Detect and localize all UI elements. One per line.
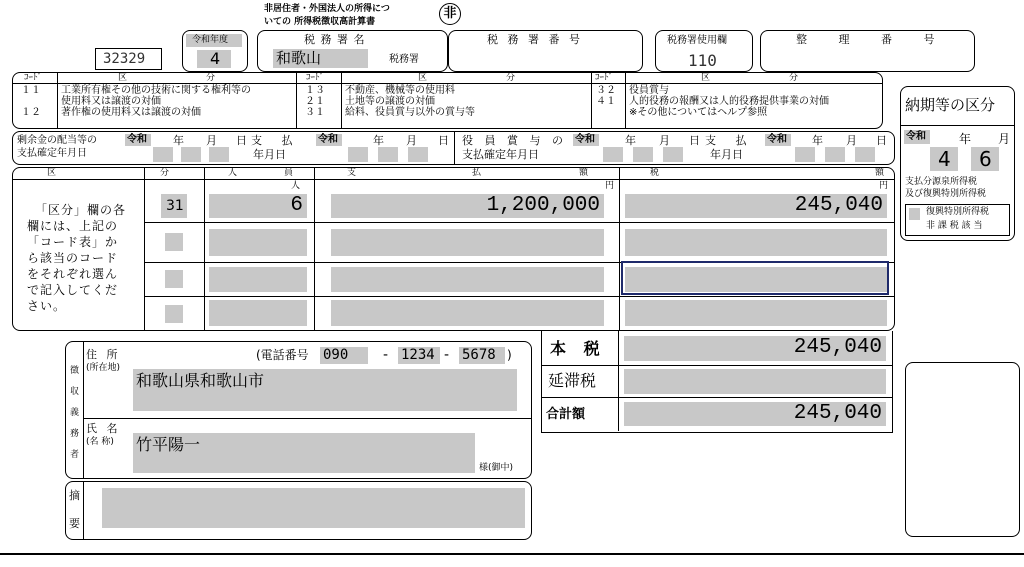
tax-office-label: 税 務 署 名	[304, 33, 366, 46]
code-head-2: ｺｰﾄﾞ	[306, 73, 325, 83]
phone-label: (電話番号	[256, 348, 309, 362]
address-value: 和歌山県和歌山市	[136, 371, 265, 390]
code-row: ４１	[596, 96, 616, 107]
row2-people-field[interactable]	[209, 229, 307, 256]
name-sub-label: (名 称)	[86, 437, 114, 447]
totals-box	[541, 331, 893, 433]
bun-head-3: 分	[789, 73, 799, 83]
kubun-note: さい。	[27, 299, 67, 313]
kubun-note: 「コード表」か	[27, 235, 119, 249]
deadline-note1: 支払分源泉所得税	[905, 177, 978, 187]
code-row: ２１	[305, 96, 325, 107]
row1-code: 31	[166, 198, 184, 214]
total-value: 245,040	[793, 402, 882, 425]
bonus-date-label1: 役 員 賞 与 の	[462, 134, 567, 147]
row2-code-field[interactable]	[165, 233, 183, 251]
surplus-month-unit: 月	[206, 134, 217, 147]
code-head-1: ｺｰﾄﾞ	[24, 73, 43, 83]
code-row-text: 著作権の使用料又は譲渡の対価	[61, 107, 201, 118]
exempt-label2: 非 課 税 該 当	[926, 221, 983, 231]
payer-side-label: 務	[70, 429, 80, 439]
deadline-note2: 及び復興特別所得税	[905, 189, 987, 199]
tekiyo-field[interactable]	[102, 488, 525, 528]
surplus-year-field[interactable]	[153, 147, 173, 162]
honzei-label: 本 税	[550, 339, 606, 358]
bonus-pay-year-field[interactable]	[795, 147, 815, 162]
kubun-note: ら該当のコード	[27, 251, 119, 265]
deadline-month: 6	[979, 147, 992, 171]
col-kubun: 区	[47, 168, 57, 178]
code-row-text: 工業所有権その他の技術に関する権利等の	[61, 85, 251, 96]
era-year-label: 令和年度	[192, 35, 229, 45]
exempt-checkbox[interactable]	[909, 208, 920, 220]
payer-side-label: 者	[70, 450, 80, 460]
row1-tax: 245,040	[794, 194, 883, 217]
non-resident-mark: 非	[439, 3, 461, 25]
col-people: 人	[228, 168, 238, 178]
code-row-text: 不動産、機械等の使用料	[345, 85, 455, 96]
row1-payment: 1,200,000	[486, 194, 600, 217]
code-row: １１	[21, 85, 41, 96]
code-row-text: 使用料又は譲渡の対価	[61, 96, 161, 107]
bonus-payment-date-label: 年月日	[710, 148, 743, 161]
bonus-pay-day-unit: 日	[876, 134, 887, 147]
surplus-year-unit: 年	[173, 134, 184, 147]
kubun-note: 欄には、上記の	[27, 219, 119, 233]
tax-office-number-label: 税 務 署 番 号	[487, 33, 583, 46]
col-people2: 員	[284, 168, 294, 178]
bonus-day-unit: 日	[689, 134, 700, 147]
row1-people: 6	[290, 194, 303, 217]
tax-yen-unit: 円	[879, 181, 889, 191]
row2-tax-field[interactable]	[625, 229, 887, 256]
bonus-month-unit: 月	[659, 134, 670, 147]
bonus-pay-day-field[interactable]	[855, 147, 875, 162]
bonus-pay-month-unit: 月	[846, 134, 857, 147]
surplus-pay-month-unit: 月	[406, 134, 417, 147]
address-label: 住 所	[86, 348, 121, 361]
focused-cell-outline	[621, 261, 889, 295]
bonus-pay-year-unit: 年	[812, 134, 823, 147]
phone-dash2: -	[444, 347, 450, 363]
entai-field[interactable]	[624, 369, 886, 394]
bonus-payment-label: 支 払	[705, 134, 755, 147]
bonus-pay-era: 令和	[767, 134, 787, 145]
entai-label: 延滞税	[548, 371, 597, 390]
col-payment: 支	[347, 168, 357, 178]
code-head-3: ｺｰﾄﾞ	[595, 73, 614, 83]
row4-tax-field[interactable]	[625, 300, 887, 326]
bonus-pay-month-field[interactable]	[825, 147, 845, 162]
code-row-text: ※その他についてはヘルプ参照	[629, 107, 768, 118]
row4-people-field[interactable]	[209, 300, 307, 326]
code-row-text: 役員賞与	[629, 85, 669, 96]
kubun-head-1: 区	[118, 73, 128, 83]
main-table	[12, 167, 895, 331]
phone1: 090	[323, 347, 349, 363]
bonus-year-field[interactable]	[603, 147, 623, 162]
deadline-title: 納期等の区分	[905, 96, 996, 114]
era-year-value: 4	[210, 49, 221, 68]
code-row-text: 土地等の譲渡の対価	[345, 96, 435, 107]
payer-side-label: 徴	[70, 366, 80, 376]
tax-office-box	[257, 30, 448, 72]
surplus-payment-label: 支 払	[251, 134, 301, 147]
code-row-text: 人的役務の報酬又は人的役務提供事業の対価	[629, 96, 829, 107]
total-label: 合計額	[546, 407, 586, 422]
ref-number-box	[95, 48, 162, 70]
row3-code-field[interactable]	[165, 270, 183, 288]
kubun-note: で記入してくだ	[27, 283, 119, 297]
surplus-payment-date-label: 年月日	[253, 148, 286, 161]
sama-label: 様(御中)	[479, 463, 514, 473]
surplus-pay-day-unit: 日	[438, 134, 449, 147]
bonus-day-field[interactable]	[663, 147, 683, 162]
phone-paren-close: )	[507, 348, 512, 362]
col-tax2: 額	[875, 168, 885, 178]
code-row: ３２	[596, 85, 616, 96]
exempt-label1: 復興特別所得税	[926, 207, 990, 217]
phone-dash1: -	[383, 347, 389, 363]
kubun-head-2: 区	[418, 73, 428, 83]
surplus-month-field[interactable]	[181, 147, 201, 162]
surplus-day-unit: 日	[236, 134, 247, 147]
people-unit: 人	[291, 181, 301, 191]
kubun-note: をそれぞれ選ん	[27, 267, 119, 281]
surplus-pay-month-field[interactable]	[378, 147, 398, 162]
payer-side-label: 収	[70, 387, 80, 397]
bun-head-1: 分	[206, 73, 216, 83]
bottom-rule	[0, 553, 1024, 555]
payment-yen-unit: 円	[605, 181, 615, 191]
deadline-month-unit: 月	[998, 132, 1011, 146]
seiri-number-label: 整 理 番 号	[796, 33, 935, 46]
surplus-date-label1: 剰余金の配当等の	[17, 135, 97, 146]
col-tax: 税	[650, 168, 660, 178]
row3-payment-field[interactable]	[331, 267, 604, 292]
office-use-value: 110	[688, 51, 717, 70]
exempt-box	[905, 204, 1010, 236]
kubun-head-3: 区	[701, 73, 711, 83]
code-row: １２	[21, 107, 41, 118]
bonus-year-unit: 年	[625, 134, 636, 147]
code-row-text: 給料、役員賞与以外の賞与等	[345, 107, 475, 118]
deadline-box	[900, 86, 1015, 241]
bonus-date-label2: 支払確定年月日	[462, 148, 539, 161]
ref-number: 32329	[103, 51, 146, 67]
deadline-year-unit: 年	[959, 132, 972, 146]
col-payment2: 払	[472, 168, 482, 178]
row4-code-field[interactable]	[165, 305, 183, 323]
form-title-line1: 非居住者・外国法人の所得につ	[264, 4, 390, 14]
bun-head-2: 分	[506, 73, 516, 83]
tax-office-number-box	[448, 30, 643, 72]
bonus-era: 令和	[575, 134, 595, 145]
name-label: 氏 名	[86, 422, 121, 435]
surplus-date-label2: 支払確定年月日	[17, 148, 87, 159]
phone2: 1234	[401, 347, 435, 363]
seiri-number-box	[760, 30, 975, 72]
col-bun: 分	[160, 168, 170, 178]
office-use-box	[655, 30, 753, 72]
kubun-note: 「区分」欄の各	[35, 203, 127, 217]
code-row: １３	[305, 85, 325, 96]
stamp-box	[905, 362, 1020, 537]
deadline-year: 4	[938, 147, 951, 171]
tekiyo-box	[65, 481, 532, 540]
payer-side-label: 義	[70, 408, 80, 418]
row3-people-field[interactable]	[209, 267, 307, 292]
bonus-month-field[interactable]	[633, 147, 653, 162]
surplus-pay-era: 令和	[318, 134, 338, 145]
deadline-era: 令和	[906, 131, 926, 142]
surplus-pay-year-unit: 年	[373, 134, 384, 147]
code-row: ３１	[305, 107, 325, 118]
col-payment3: 額	[579, 168, 589, 178]
row4-payment-field[interactable]	[331, 300, 604, 326]
tax-office-name: 和歌山	[276, 49, 322, 67]
tax-office-suffix: 税務署	[389, 54, 419, 65]
name-value: 竹平陽一	[136, 435, 201, 454]
payer-box	[65, 341, 532, 479]
surplus-era: 令和	[127, 134, 147, 145]
tekiyo-label2: 要	[69, 517, 80, 530]
address-sub-label: (所在地)	[86, 363, 121, 373]
code-table	[12, 72, 883, 129]
surplus-pay-day-field[interactable]	[408, 147, 428, 162]
dates-row	[12, 131, 895, 165]
era-year-box	[182, 30, 248, 72]
surplus-pay-year-field[interactable]	[348, 147, 368, 162]
form-title-line2: いての 所得税徴収高計算書	[264, 17, 376, 27]
phone3: 5678	[462, 347, 496, 363]
honzei-value: 245,040	[793, 336, 882, 359]
office-use-label: 税務署使用欄	[667, 35, 727, 46]
surplus-day-field[interactable]	[209, 147, 229, 162]
row2-payment-field[interactable]	[331, 229, 604, 256]
tekiyo-label1: 摘	[69, 489, 80, 502]
